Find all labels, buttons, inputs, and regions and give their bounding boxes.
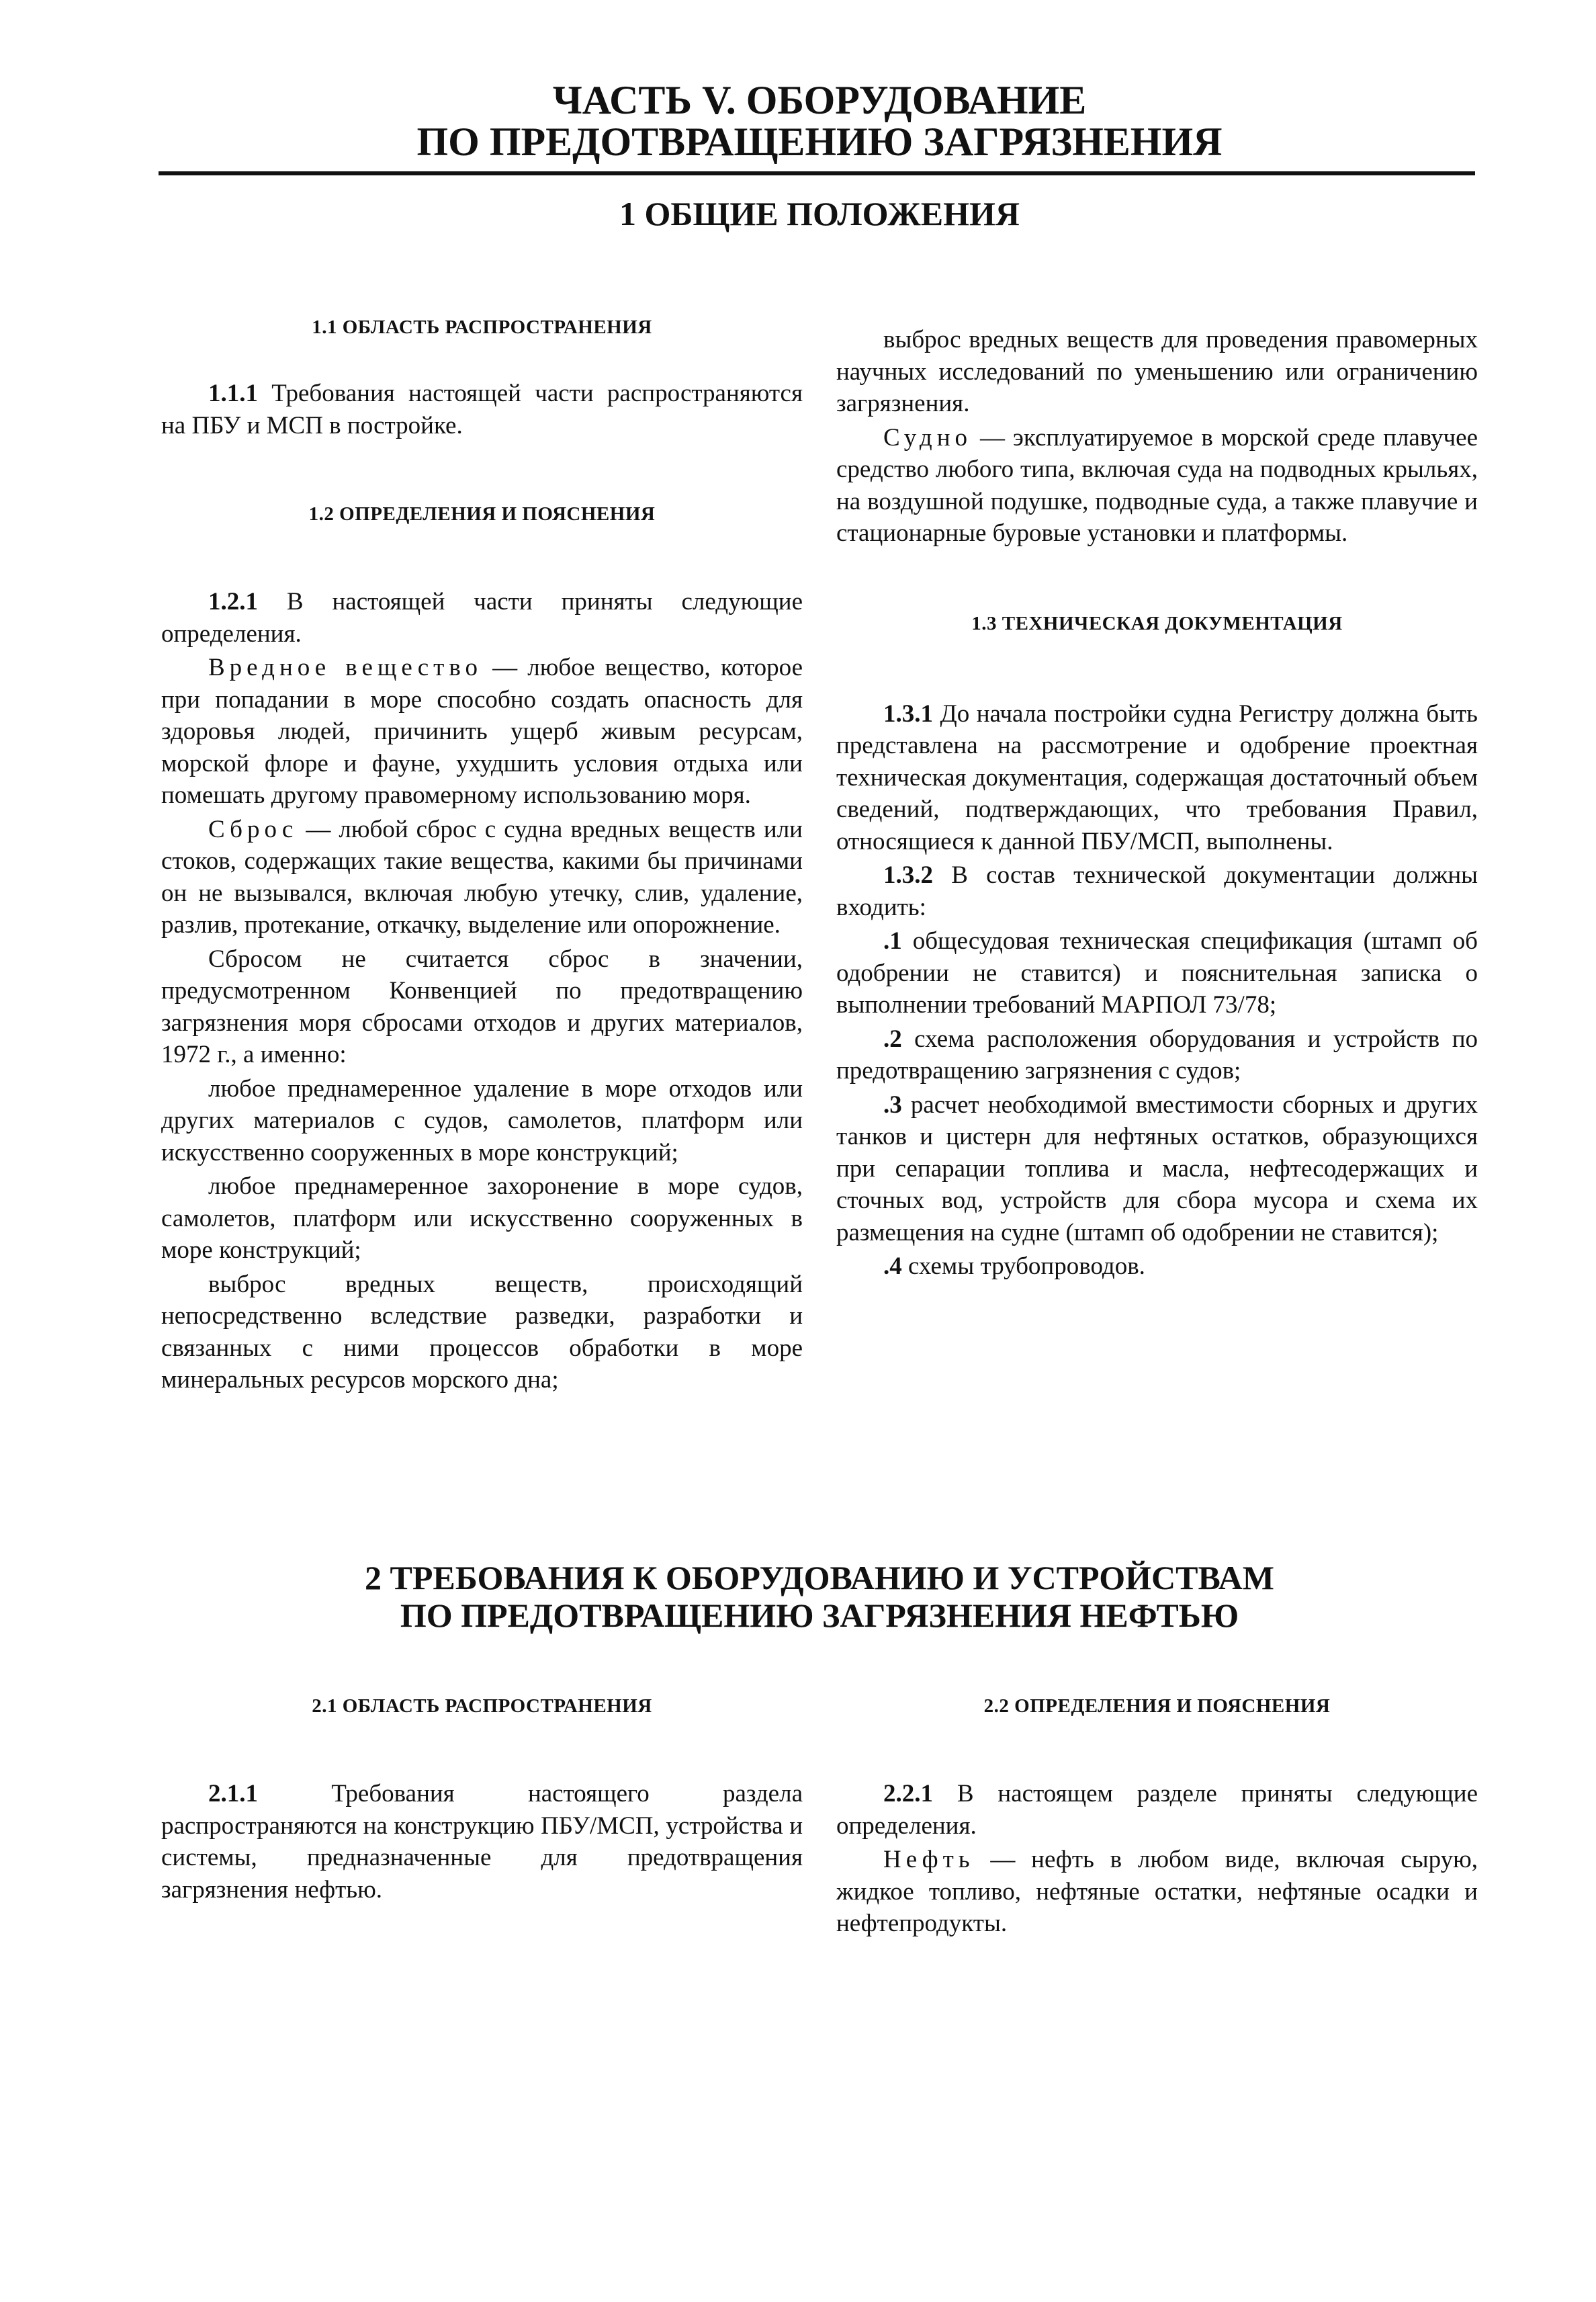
part-title-line2: ПО ПРЕДОТВРАЩЕНИЮ ЗАГРЯЗНЕНИЯ bbox=[416, 120, 1223, 164]
part-title bbox=[161, 79, 1478, 163]
section2-title-line2: ПО ПРЕДОТВРАЩЕНИЮ ЗАГРЯЗНЕНИЯ НЕФТЬЮ bbox=[400, 1596, 1239, 1634]
list-item-1: .1 общесудовая техническая спецификация (штамп об одобрении не ставится) и пояснительная записка о выполнении требований МАРПОЛ 73/78; bbox=[836, 927, 1478, 1019]
paragraph-2-2-1: 2.2.1 В настоящем разделе приняты следующие определения. bbox=[836, 1780, 1478, 1840]
list-item-2: .2 схема расположения оборудования и устройств по предотвращению загрязнения с судов; bbox=[836, 1025, 1478, 1084]
paragraph-2-1-1: 2.1.1 Требования настоящего раздела распространяются на конструкцию ПБУ/МСП, устройства и системы, предназначенные для предотвращения загрязнения нефтью. bbox=[161, 1780, 803, 1904]
list-item-4: .4 схемы трубопроводов. bbox=[883, 1252, 1145, 1280]
paragraph-1-3-1: 1.3.1 До начала постройки судна Регистру должна быть представлена на рассмотрение и одобрение проектная техническая документация, содержащая достаточный объем сведений, подтверждающих, что требования Правил, относящиеся к данной ПБУ/МСП, выполнены. bbox=[836, 699, 1478, 855]
subsection-2-1-heading: 2.1 ОБЛАСТЬ РАСПРОСТРАНЕНИЯ bbox=[312, 1695, 652, 1717]
definition-harmful-substance: Вредное вещество — любое вещество, которое при попадании в море способно создать опасность для здоровья людей, причинить ущерб живым ресурсам, морской флоре и фауне, ухудшить условия отдыха или помешать другому правомерному использованию моря. bbox=[161, 654, 803, 809]
paragraph-release-research: выброс вредных веществ для проведения правомерных научных исследований по уменьшению или ограничению загрязнения. bbox=[836, 326, 1478, 417]
list-item-3: .3 расчет необходимой вместимости сборных и других танков и цистерн для нефтяных остатков, образующихся при сепарации топлива и масла, нефтесодержащих и сточных вод, устройств для сбора мусора и схема их размещения на судне (штамп об одобрении не ставится); bbox=[836, 1091, 1478, 1246]
subsection-1-2-heading: 1.2 ОПРЕДЕЛЕНИЯ И ПОЯСНЕНИЯ bbox=[308, 503, 656, 525]
paragraph-dumping: любое преднамеренное захоронение в море судов, самолетов, платформ или искусственно сооруженных в море конструкций; bbox=[161, 1173, 803, 1264]
subsection-1-1-heading: 1.1 ОБЛАСТЬ РАСПРОСТРАНЕНИЯ bbox=[312, 316, 652, 338]
definition-discharge: Сброс — любой сброс с судна вредных веществ или стоков, содержащих такие вещества, какими бы причинами он не вызывался, включая любую утечку, слив, удаление, разлив, протекание, откачку, выделение или опорожнение. bbox=[161, 815, 803, 939]
paragraph-discharge-exclusion: Сбросом не считается сброс в значении, предусмотренном Конвенцией по предотвращению загрязнения моря сбросами отходов и других материалов, 1972 г., а именно: bbox=[161, 945, 803, 1068]
section2-left-column bbox=[161, 1695, 803, 1908]
section2-title bbox=[161, 1559, 1478, 1634]
subsection-1-3-heading: 1.3 ТЕХНИЧЕСКАЯ ДОКУМЕНТАЦИЯ bbox=[971, 612, 1343, 634]
paragraph-1-3-2: 1.3.2 В состав технической документации должны входить: bbox=[836, 861, 1478, 921]
definition-ship: Судно — эксплуатируемое в морской среде плавучее средство любого типа, включая суда на подводных крыльях, на воздушной подушке, подводные суда, а также плавучие и стационарные буровые установки и платформы. bbox=[836, 423, 1478, 547]
section1-right-column bbox=[836, 324, 1478, 1285]
section1-title: 1 ОБЩИЕ ПОЛОЖЕНИЯ bbox=[619, 195, 1020, 232]
section1-left-column bbox=[161, 316, 803, 1398]
section2-right-column bbox=[836, 1695, 1478, 1942]
paragraph-release-exploration: выброс вредных веществ, происходящий непосредственно вследствие разведки, разработки и связанных с ними процессов обработки в море минеральных ресурсов морского дна; bbox=[161, 1270, 803, 1394]
subsection-2-2-heading: 2.2 ОПРЕДЕЛЕНИЯ И ПОЯСНЕНИЯ bbox=[983, 1695, 1331, 1717]
part-title-line1: ЧАСТЬ V. ОБОРУДОВАНИЕ bbox=[552, 78, 1087, 122]
paragraph-1-2-1: 1.2.1 В настоящей части приняты следующие определения. bbox=[161, 588, 803, 648]
section2-title-line1: 2 ТРЕБОВАНИЯ К ОБОРУДОВАНИЮ И УСТРОЙСТВАМ bbox=[365, 1559, 1274, 1596]
title-rule bbox=[159, 171, 1475, 175]
paragraph-disposal: любое преднамеренное удаление в море отходов или других материалов с судов, самолетов, платформ или искусственно сооруженных в море конструкций; bbox=[161, 1074, 803, 1166]
paragraph-1-1-1: 1.1.1 Требования настоящей части распространяются на ПБУ и МСП в постройке. bbox=[161, 380, 803, 439]
definition-oil: Нефть — нефть в любом виде, включая сырую, жидкое топливо, нефтяные остатки, нефтяные осадки и нефтепродукты. bbox=[836, 1846, 1478, 1937]
